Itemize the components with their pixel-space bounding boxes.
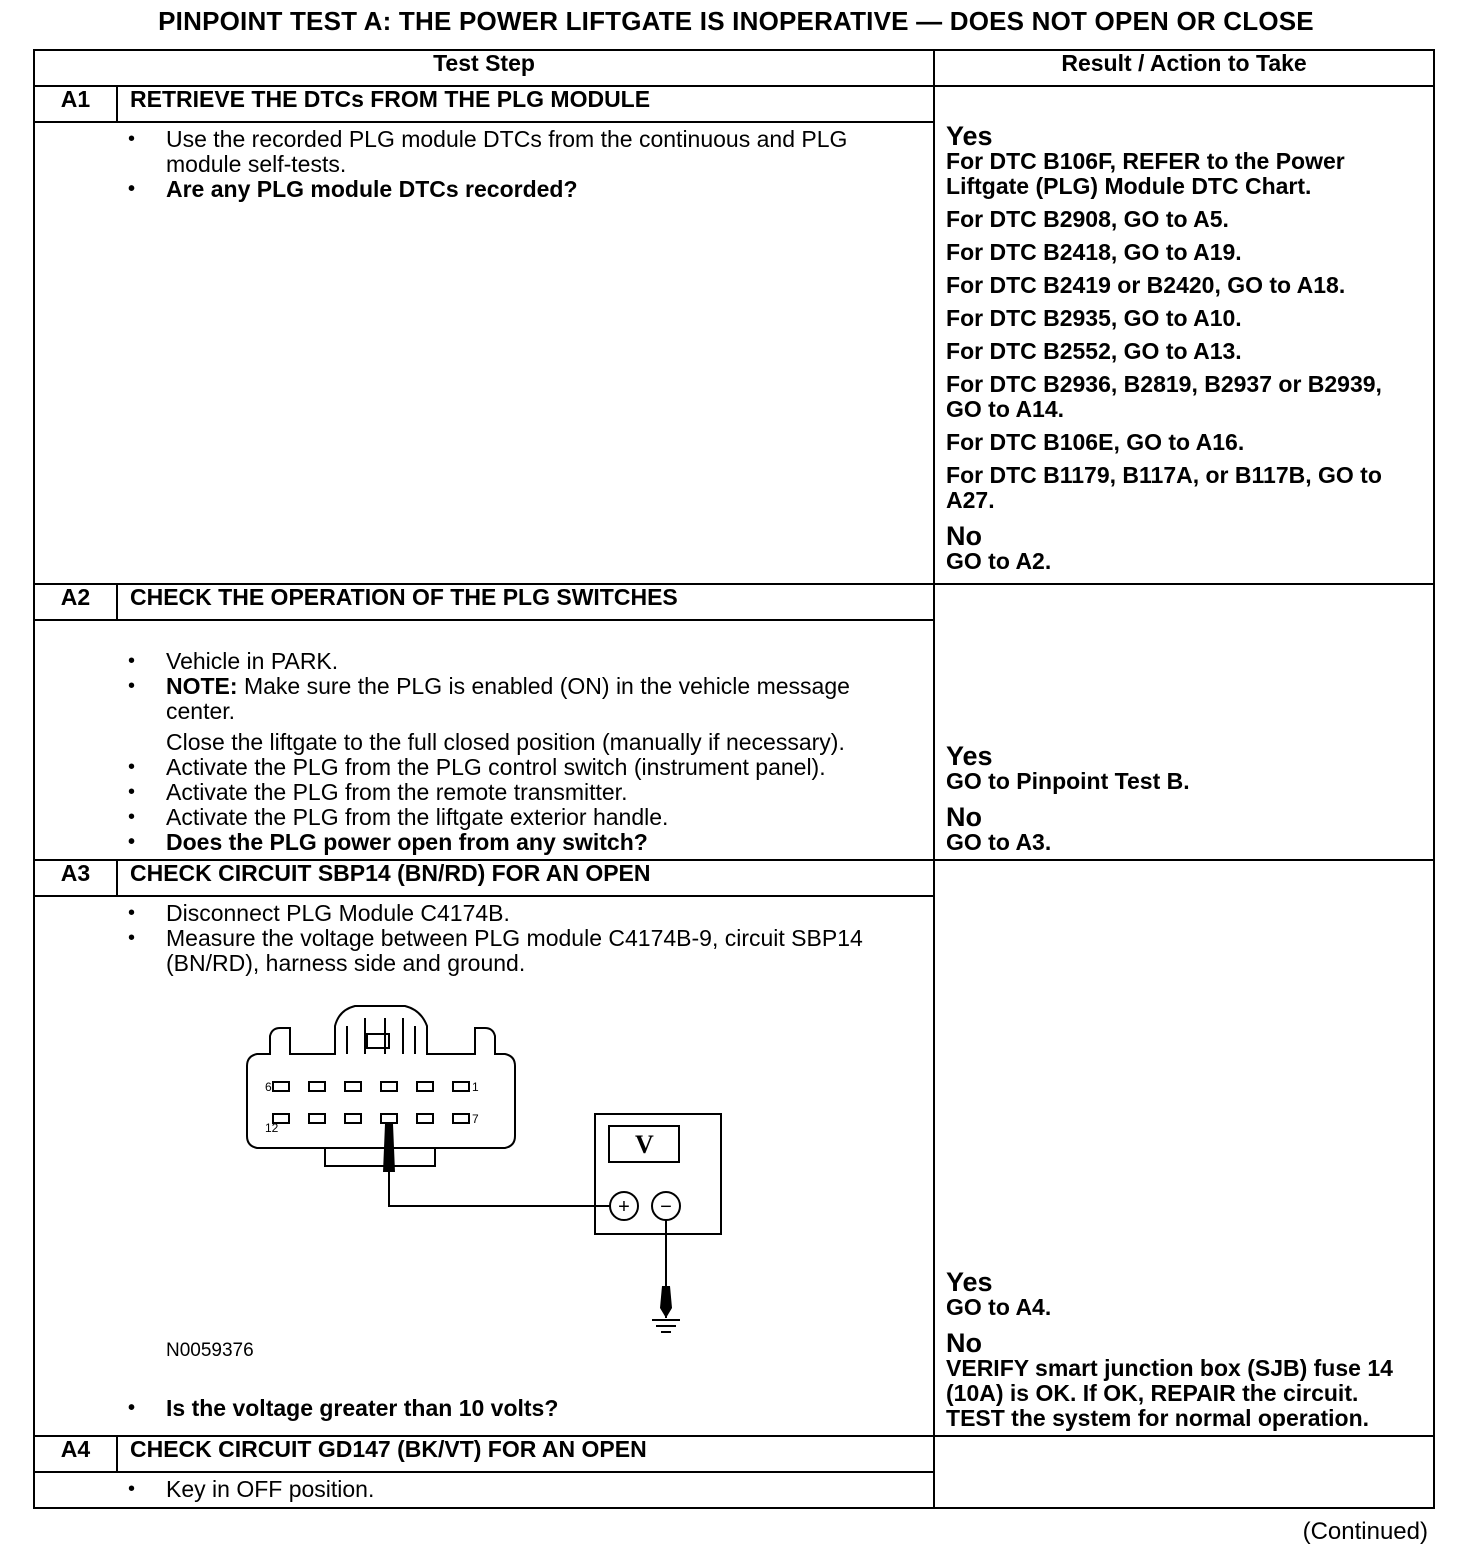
result-line: GO to Pinpoint Test B.: [946, 768, 1190, 794]
column-header-result: Result / Action to Take: [934, 50, 1434, 86]
pin-label: 7: [472, 1112, 479, 1126]
result-line: For DTC B2935, GO to A10.: [946, 305, 1242, 331]
positive-probe-icon: [383, 1124, 395, 1172]
instruction-item: • Activate the PLG from the PLG control switch (instrument panel).: [166, 755, 923, 780]
instruction-item: • Use the recorded PLG module DTCs from the continuous and PLG module self-tests.: [166, 127, 923, 177]
step-id: A3: [34, 860, 117, 896]
result-line: For DTC B2418, GO to A19.: [946, 239, 1242, 265]
table-header-row: [34, 50, 1434, 86]
yes-label: Yes: [946, 741, 993, 771]
connector-figure: [35, 976, 923, 1396]
result-line: For DTC B2936, B2819, B2937 or B2939, GO to A14.: [946, 371, 1382, 422]
instruction-item: Close the liftgate to the full closed position (manually if necessary).: [166, 729, 845, 755]
instruction-question: • Does the PLG power open from any switch?: [166, 830, 923, 855]
step-id: A2: [34, 584, 117, 620]
instruction-item: • Key in OFF position.: [166, 1477, 923, 1502]
instruction-item: • Vehicle in PARK.: [166, 649, 923, 674]
continued-label: (Continued): [1302, 1518, 1428, 1545]
ground-probe-icon: [660, 1286, 672, 1318]
no-label: No: [946, 521, 983, 551]
step-instructions: [34, 896, 934, 1436]
column-header-test-step: Test Step: [34, 50, 934, 86]
step-header-a3: [34, 860, 1434, 896]
result-line: GO to A4.: [946, 1294, 1052, 1320]
pin-label: 6: [265, 1080, 272, 1094]
pin-label: 1: [472, 1080, 479, 1094]
result-line: For DTC B2908, GO to A5.: [946, 206, 1229, 232]
instruction-question: • Is the voltage greater than 10 volts?: [166, 1396, 923, 1421]
result-line: For DTC B1179, B117A, or B117B, GO to A27.: [946, 462, 1382, 513]
result-line: VERIFY smart junction box (SJB) fuse 14 (10A) is OK. If OK, REPAIR the circuit. TEST the system for normal operation.: [946, 1355, 1393, 1431]
step-instructions: [34, 122, 934, 584]
yes-label: Yes: [946, 1267, 993, 1297]
step-header-a4: [34, 1436, 1434, 1472]
step-id: A4: [34, 1436, 117, 1472]
pin-label: 12: [265, 1121, 279, 1135]
instruction-question: • Are any PLG module DTCs recorded?: [166, 177, 923, 202]
result-line: For DTC B2552, GO to A13.: [946, 338, 1242, 364]
no-label: No: [946, 802, 983, 832]
step-header-a2: [34, 584, 1434, 620]
step-title: RETRIEVE THE DTCs FROM THE PLG MODULE: [117, 86, 934, 122]
step-title: CHECK CIRCUIT GD147 (BK/VT) FOR AN OPEN: [117, 1436, 934, 1472]
instruction-item: • Measure the voltage between PLG module C4174B-9, circuit SBP14 (BN/RD), harness side and ground.: [166, 926, 923, 976]
step-title: CHECK THE OPERATION OF THE PLG SWITCHES: [117, 584, 934, 620]
step-title: CHECK CIRCUIT SBP14 (BN/RD) FOR AN OPEN: [117, 860, 934, 896]
instruction-item: • Activate the PLG from the liftgate exterior handle.: [166, 805, 923, 830]
instruction-item: • Activate the PLG from the remote transmitter.: [166, 780, 923, 805]
pinpoint-test-table: [33, 49, 1435, 1509]
result-line: For DTC B106E, GO to A16.: [946, 429, 1245, 455]
step-header-a1: [34, 86, 1434, 122]
result-cell-a1: [934, 86, 1434, 584]
step-instructions: [34, 620, 934, 860]
yes-label: Yes: [946, 121, 993, 151]
result-cell-a4: [934, 1436, 1434, 1508]
result-cell-a2: [934, 584, 1434, 860]
page-title: PINPOINT TEST A: THE POWER LIFTGATE IS INOPERATIVE — DOES NOT OPEN OR CLOSE: [158, 6, 1314, 36]
instruction-item: • NOTE: Make sure the PLG is enabled (ON) in the vehicle message center.: [166, 674, 923, 724]
result-line: For DTC B106F, REFER to the Power Liftgate (PLG) Module DTC Chart.: [946, 148, 1345, 199]
step-instructions: [34, 1472, 934, 1508]
voltmeter-diagram: [235, 996, 735, 1336]
result-line: For DTC B2419 or B2420, GO to A18.: [946, 272, 1346, 298]
result-cell-a3: [934, 860, 1434, 1436]
plus-terminal: +: [618, 1196, 630, 1218]
no-label: No: [946, 1328, 983, 1358]
instruction-item: • Disconnect PLG Module C4174B.: [166, 901, 923, 926]
figure-caption: N0059376: [166, 1340, 254, 1361]
step-id: A1: [34, 86, 117, 122]
result-line: GO to A3.: [946, 829, 1052, 855]
result-line: GO to A2.: [946, 548, 1052, 574]
voltmeter-icon: V: [635, 1130, 654, 1159]
minus-terminal: −: [660, 1196, 672, 1218]
